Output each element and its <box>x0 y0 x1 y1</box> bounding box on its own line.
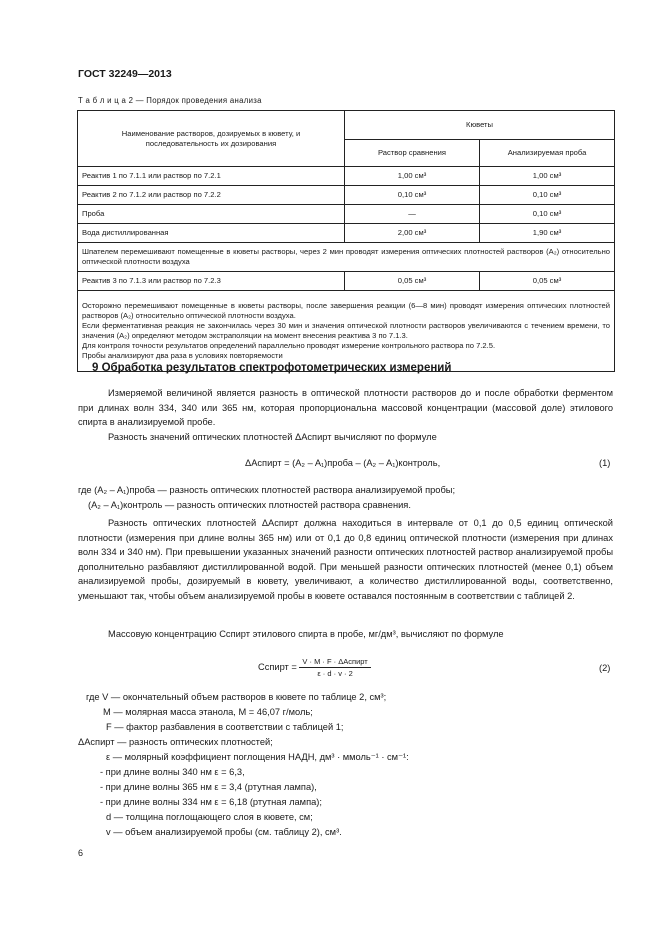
table-cell: Реактив 3 по 7.1.3 или раствор по 7.2.3 <box>78 272 345 291</box>
paragraph-4: Массовую концентрацию Cспирт этилового спирта в пробе, мг/дм³, вычисляют по формуле <box>108 629 504 639</box>
table-row <box>78 224 615 243</box>
def-line: - при длине волны 365 нм ε = 3,4 (ртутная лампа), <box>100 782 317 792</box>
table-span-row <box>78 291 615 372</box>
table-cell: 0,05 см³ <box>345 272 480 291</box>
table-row <box>78 167 615 186</box>
table-header-row <box>78 111 615 140</box>
def-line: F — фактор разбавления в соответствии с таблицей 1; <box>106 722 344 732</box>
formula-2-denominator: ε · d · v · 2 <box>317 669 353 678</box>
table-cell: 0,10 см³ <box>480 205 615 224</box>
formula-1: ΔAспирт = (A₂ – A₁)проба – (A₂ – A₁)контроль, <box>245 458 441 468</box>
def-line: ΔAспирт — разность оптических плотностей; <box>78 737 273 747</box>
table-row <box>78 272 615 291</box>
where-line-2: (A₂ – A₁)контроль — разность оптических плотностей раствора сравнения. <box>88 500 411 510</box>
note-line: Если ферментативная реакция не закончилась через 30 мин и значения оптической плотности растворов увеличиваются с течением времени, то значения (A₂) определяют методом экстраполяции на момент внесения реактива 3 по 7.1.3. <box>82 321 611 340</box>
table-head-cuvettes: Кюветы <box>345 111 615 140</box>
table-row <box>78 205 615 224</box>
note-line: Осторожно перемешивают помещенные в кюветы растворы, после завершения реакции (6—8 мин) проводят измерения оптических плотностей растворов (A₂) относительно оптической плотности воздуха. <box>82 301 611 321</box>
page-number: 6 <box>78 848 84 858</box>
def-line: - при длине волны 334 нм ε = 6,18 (ртутная лампа); <box>100 797 322 807</box>
table-cell: Реактив 1 по 7.1.1 или раствор по 7.2.1 <box>78 167 345 186</box>
section-title: 9 Обработка результатов спектрофотометрических измерений <box>92 362 452 374</box>
note-line: Пробы анализируют два раза в условиях повторяемости <box>82 350 283 360</box>
formula-2-number: (2) <box>599 663 611 673</box>
table-head-reference: Раствор сравнения <box>345 140 480 167</box>
table-cell: 1,00 см³ <box>345 167 480 186</box>
def-line: M — молярная масса этанола, M = 46,07 г/моль; <box>103 707 313 717</box>
formula-2-numerator: V · M · F · ΔAспирт <box>299 657 370 668</box>
document-header: ГОСТ 32249—2013 <box>78 68 172 80</box>
where-line-1: где (A₂ – A₁)проба — разность оптических плотностей раствора анализируемой пробы; <box>78 485 456 495</box>
table-cell: 1,90 см³ <box>480 224 615 243</box>
formula-2-left: Cспирт = <box>258 661 297 672</box>
table-cell: Проба <box>78 205 345 224</box>
def-line: d — толщина поглощающего слоя в кювете, см; <box>106 812 313 822</box>
table-head-sample: Анализируемая проба <box>480 140 615 167</box>
table-cell: 0,10 см³ <box>345 186 480 205</box>
paragraph-2: Разность значений оптических плотностей ΔAспирт вычисляют по формуле <box>108 432 437 442</box>
note-line: Для контроля точности результатов определений параллельно проводят измерение контрольного раствора по 7.2.5. <box>82 340 496 350</box>
table-cell: 0,05 см³ <box>480 272 615 291</box>
formula-1-number: (1) <box>599 458 611 468</box>
table-cell: 1,00 см³ <box>480 167 615 186</box>
table-row <box>78 186 615 205</box>
table-span-row <box>78 243 615 272</box>
table-cell: 0,10 см³ <box>480 186 615 205</box>
table-cell: Вода дистиллированная <box>78 224 345 243</box>
def-line: ε — молярный коэффициент поглощения НАДН, дм³ · ммоль⁻¹ · см⁻¹: <box>106 752 409 762</box>
def-line: - при длине волны 340 нм ε = 6,3, <box>100 767 245 777</box>
table-cell: — <box>345 205 480 224</box>
table-cell: 2,00 см³ <box>345 224 480 243</box>
analysis-order-table <box>77 110 615 372</box>
formula-2 <box>258 657 371 678</box>
table-instruction-2 <box>78 291 615 372</box>
formula-2-fraction <box>299 657 370 678</box>
table-cell: Реактив 2 по 7.1.2 или раствор по 7.2.2 <box>78 186 345 205</box>
paragraph-3: Разность оптических плотностей ΔAспирт должна находиться в интервале от 0,1 до 0,5 единиц оптической плотности (измерения при длине волны 365 нм) или от 0,1 до 0,8 единиц оптической плотности (измерения при длинах волн 334 и 340 нм). При превышении указанных значений разности оптических плотностей раствор анализируемой пробы дополнительно разбавляют дистиллированной водой. При меньшей разности оптических плотностей (менее 0,1) объем анализируемой пробы, дозируемый в кювету, увеличивают, а количество дистиллированной воды, соответственно, уменьшают так, чтобы объем анализируемой пробы в кювете оставался постоянным в соответствии с таблицей 2. <box>78 518 613 601</box>
table-head-solutions: Наименование растворов, дозируемых в кювету, и последовательность их дозирования <box>78 111 345 167</box>
paragraph-1: Измеряемой величиной является разность в оптической плотности растворов до и после обработки ферментом при длинах волн 334, 340 или 365 нм, которая пропорциональна массовой концентрации (массовой доле) этилового спирта в анализируемой пробе. <box>78 388 613 427</box>
table-caption: Т а б л и ц а 2 — Порядок проведения анализа <box>78 96 262 105</box>
def-line: где V — окончательный объем растворов в кювете по таблице 2, см³; <box>86 692 387 702</box>
table-instruction-1: Шпателем перемешивают помещенные в кюветы растворы, через 2 мин проводят измерения оптических плотностей растворов (A₂) относительно оптической плотности воздуха <box>78 243 615 272</box>
def-line: v — объем анализируемой пробы (см. таблицу 2), см³. <box>106 827 342 837</box>
